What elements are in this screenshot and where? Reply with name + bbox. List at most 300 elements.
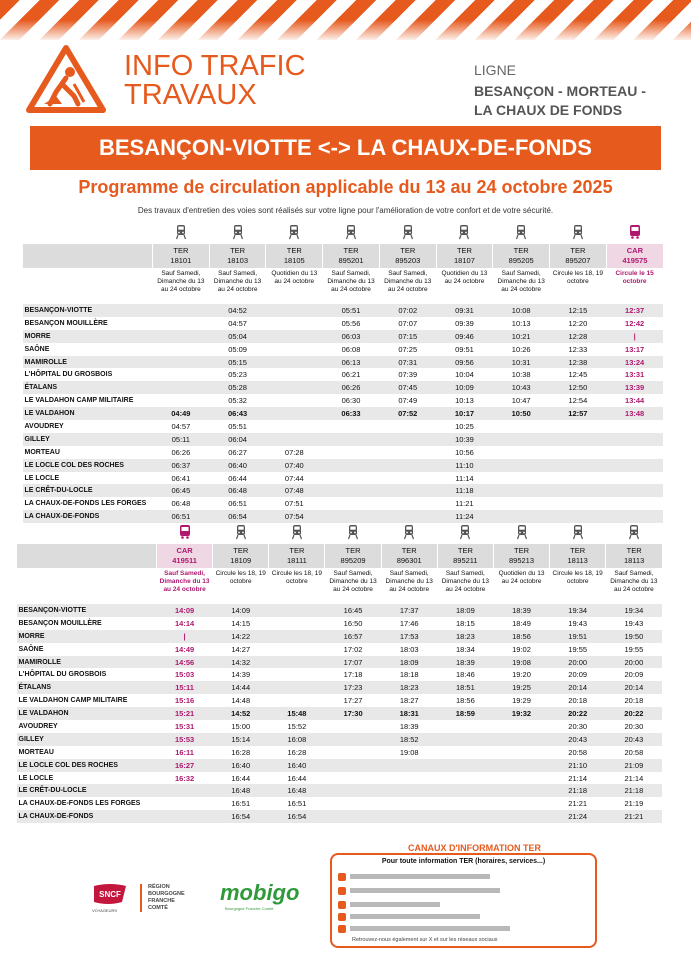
departure-time: 10:13 — [511, 318, 531, 328]
departure-time: 15:03 — [174, 670, 195, 680]
departure-time: 13:39 — [606, 381, 663, 394]
departure-time: 06:51 — [228, 499, 247, 509]
train-number: 18107 — [454, 256, 475, 265]
departure-time: 15:14 — [213, 733, 269, 746]
departure-time — [153, 304, 210, 317]
departure-time: 05:23 — [228, 370, 247, 380]
departure-time: 09:31 — [436, 304, 493, 317]
train-type: TER — [230, 246, 246, 255]
departure-time: 18:23 — [381, 681, 437, 694]
train-header — [550, 544, 606, 568]
station-name: L'HÔPITAL DU GROSBOIS — [18, 671, 107, 679]
train-number: 18105 — [283, 256, 305, 265]
departure-time: 16:28 — [287, 747, 307, 757]
departure-time: | — [606, 330, 663, 343]
train-number: 895207 — [565, 256, 591, 265]
departure-time — [606, 446, 663, 459]
departure-time: 09:56 — [436, 356, 493, 369]
train-icon — [153, 222, 210, 244]
departure-time: 07:48 — [266, 484, 323, 497]
table-row — [23, 420, 664, 433]
departure-time: 20:00 — [606, 656, 662, 669]
departure-time: 18:39 — [399, 721, 419, 731]
departure-time: 10:09 — [436, 381, 493, 394]
departure-time — [493, 733, 549, 746]
train-header — [325, 544, 381, 568]
departure-time — [493, 420, 550, 433]
departure-time: 06:21 — [341, 370, 361, 380]
internet-icon — [338, 873, 346, 881]
departure-time: 04:57 — [228, 318, 247, 328]
departure-time: 07:40 — [266, 459, 323, 472]
train-number: 419511 — [172, 556, 197, 565]
departure-time: 06:45 — [153, 484, 210, 497]
ligne-label: LIGNE — [474, 62, 517, 78]
departure-time: 06:48 — [171, 499, 191, 509]
departure-time — [550, 433, 607, 446]
departure-time: 14:32 — [213, 656, 269, 669]
train-type: TER — [626, 546, 642, 555]
departure-time: 18:52 — [381, 733, 437, 746]
train-header — [323, 244, 380, 268]
departure-time: 16:54 — [269, 810, 325, 823]
departure-time: 21:10 — [550, 759, 606, 772]
train-type: TER — [233, 546, 249, 555]
table-row — [17, 797, 663, 810]
departure-time — [266, 420, 323, 433]
departure-time: 06:54 — [209, 510, 266, 523]
station-name: LE VALDAHON — [23, 407, 153, 420]
departure-time — [493, 472, 550, 485]
departure-time: 16:08 — [269, 733, 325, 746]
departure-time: 18:18 — [399, 670, 419, 680]
departure-time — [269, 681, 325, 694]
train-icon — [381, 522, 437, 544]
works-subtitle: Des travaux d'entretien des voies sont réalisés sur votre ligne pour l'amélioration de votre confort et de votre sécurité. — [137, 206, 554, 215]
departure-time — [269, 694, 325, 707]
departure-time: 07:28 — [284, 447, 304, 457]
departure-time: 12:42 — [625, 318, 645, 328]
departure-time: 20:14 — [606, 681, 662, 694]
departure-time — [325, 759, 381, 772]
train-type: TER — [570, 546, 586, 555]
departure-time: 21:24 — [550, 810, 606, 823]
departure-time — [153, 343, 210, 356]
departure-time: 18:56 — [493, 630, 549, 643]
departure-time — [381, 797, 437, 810]
table-row — [23, 330, 664, 343]
departure-time: 12:54 — [568, 396, 588, 406]
departure-time — [493, 433, 550, 446]
departure-time — [493, 772, 549, 785]
train-header — [493, 244, 550, 268]
train-number: 18101 — [170, 256, 192, 265]
title-line-2: TRAVAUX — [124, 79, 257, 111]
train-number: 18113 — [567, 556, 588, 565]
header-blank — [17, 544, 157, 568]
train-icon — [550, 222, 607, 244]
sms-icon — [338, 901, 346, 909]
train-header — [269, 544, 325, 568]
departure-time: 18:59 — [437, 707, 493, 720]
title-line-1: INFO TRAFIC — [124, 50, 306, 82]
sncf-label: SNCF — [99, 890, 121, 899]
station-name: BESANÇON-VIOTTE — [17, 604, 157, 617]
departure-time — [381, 784, 437, 797]
train-header — [437, 544, 493, 568]
timetable-afternoon — [16, 522, 662, 823]
station-name: GILLEY — [23, 433, 153, 446]
departure-time — [379, 420, 436, 433]
departure-time: 07:15 — [379, 330, 436, 343]
departure-time: 19:08 — [493, 656, 549, 669]
train-icon — [209, 222, 266, 244]
departure-time: 07:51 — [284, 499, 304, 509]
departure-time — [323, 472, 380, 485]
station-name: LE VALDAHON CAMP MILITAIRE — [18, 697, 128, 705]
departure-time — [437, 784, 493, 797]
train-number: 419575 — [622, 256, 648, 265]
departure-time: 12:57 — [550, 407, 607, 420]
departure-time: 10:47 — [511, 396, 531, 406]
departure-time — [325, 797, 381, 810]
departure-time — [266, 433, 323, 446]
departure-time — [493, 746, 549, 759]
departure-time — [550, 446, 607, 459]
departure-time — [493, 497, 550, 510]
departure-time: 04:52 — [209, 304, 266, 317]
table-row — [23, 394, 664, 407]
departure-time: 14:56 — [157, 656, 213, 669]
departure-time: 10:43 — [493, 381, 550, 394]
departure-time: 16:40 — [213, 759, 269, 772]
departure-time — [153, 330, 210, 343]
departure-time: 11:21 — [455, 499, 474, 509]
departure-time: 14:09 — [157, 604, 213, 617]
departure-time: 10:38 — [511, 370, 531, 380]
service-condition: Sauf Samedi, Dimanche du 13 au 24 octobre — [610, 570, 658, 593]
departure-time: 10:56 — [455, 447, 474, 457]
table-row — [23, 433, 664, 446]
departure-time — [323, 420, 380, 433]
departure-time: 18:34 — [455, 644, 475, 654]
departure-time: 16:45 — [325, 604, 381, 617]
service-condition: Circule les 18, 19 octobre — [271, 570, 322, 585]
train-number: 895211 — [453, 556, 478, 565]
table-row — [17, 772, 663, 785]
departure-time — [266, 317, 323, 330]
departure-time: 11:18 — [436, 484, 493, 497]
departure-time — [153, 356, 210, 369]
canaux-foot: Retrouvez-nous également sur X et sur les réseaux sociaux — [352, 937, 498, 943]
departure-time: 12:33 — [568, 344, 588, 354]
train-number: 18109 — [230, 556, 252, 565]
departure-time — [325, 720, 381, 733]
departure-time — [493, 797, 549, 810]
departure-time: 18:39 — [493, 604, 549, 617]
departure-time — [325, 784, 381, 797]
departure-time — [323, 484, 380, 497]
departure-time — [493, 446, 550, 459]
departure-time: 06:08 — [341, 344, 361, 354]
departure-time — [437, 733, 493, 746]
departure-time — [153, 394, 210, 407]
region-logo — [148, 884, 185, 912]
departure-time — [323, 497, 380, 510]
train-number: 895201 — [338, 256, 364, 265]
departure-time — [266, 381, 323, 394]
departure-time — [379, 459, 436, 472]
departure-time: 06:48 — [209, 484, 266, 497]
station-name: LA CHAUX-DE-FONDS LES FORGES — [24, 500, 147, 508]
departure-time: 06:33 — [323, 407, 380, 420]
departure-time — [606, 472, 663, 485]
station-name: BESANÇON MOUILLÈRE — [18, 619, 102, 627]
departure-time: 18:49 — [512, 618, 531, 628]
departure-time — [606, 484, 663, 497]
departure-time: 16:27 — [157, 759, 213, 772]
departure-time: 21:09 — [606, 759, 662, 772]
departure-time: 17:23 — [325, 681, 381, 694]
table-row — [17, 784, 663, 797]
service-condition: Quotidien du 13 au 24 octobre — [498, 570, 545, 585]
train-header — [606, 544, 662, 568]
departure-time: 07:45 — [379, 381, 436, 394]
train-type: TER — [289, 546, 305, 555]
timetable-morning — [22, 222, 663, 523]
region-line-2: BOURGOGNE — [148, 891, 185, 897]
departure-time — [266, 356, 323, 369]
departure-time: 14:27 — [231, 644, 251, 654]
departure-time: 12:38 — [550, 356, 607, 369]
departure-time — [153, 368, 210, 381]
service-condition: Circule les 18, 19 octobre — [215, 570, 266, 585]
departure-time: 10:08 — [493, 304, 550, 317]
station-name: LA CHAUX-DE-FONDS LES FORGES — [18, 800, 141, 808]
departure-time: 11:10 — [436, 459, 493, 472]
departure-time: 19:34 — [606, 604, 662, 617]
departure-time: 21:21 — [568, 799, 588, 809]
departure-time — [325, 772, 381, 785]
service-condition: Quotidien du 13 au 24 octobre — [271, 270, 318, 285]
table-row — [23, 356, 664, 369]
departure-time: 05:56 — [341, 318, 361, 328]
departure-time: 18:09 — [437, 604, 493, 617]
departure-time: 10:04 — [455, 370, 474, 380]
train-type: CAR — [626, 246, 643, 255]
table-row — [17, 668, 663, 681]
departure-time: 16:51 — [287, 799, 307, 809]
departure-time: 16:48 — [213, 784, 269, 797]
departure-time: 06:26 — [323, 381, 380, 394]
canaux-title: CANAUX D'INFORMATION TER — [408, 843, 541, 853]
train-number: 18103 — [227, 256, 248, 265]
departure-time — [437, 810, 493, 823]
train-header — [606, 244, 663, 268]
table-row — [17, 694, 663, 707]
app-icon — [338, 913, 346, 921]
departure-time: 16:44 — [287, 773, 307, 783]
station-name: LE VALDAHON — [17, 707, 157, 720]
departure-time: 07:52 — [379, 407, 436, 420]
train-icon — [493, 222, 550, 244]
service-condition: Sauf Samedi, Dimanche du 13 au 24 octobre — [441, 570, 490, 593]
assist-icon — [338, 925, 346, 933]
info-channels-box — [330, 853, 597, 948]
departure-time: 17:27 — [343, 696, 363, 706]
table-row — [23, 381, 664, 394]
departure-time: 12:50 — [550, 381, 607, 394]
table-row — [23, 304, 664, 317]
train-icon — [213, 522, 269, 544]
departure-time — [323, 433, 380, 446]
departure-time: 19:55 — [624, 644, 644, 654]
departure-time: 06:51 — [153, 510, 210, 523]
station-name: LE CRÊT-DU-LOCLE — [23, 484, 153, 497]
departure-time: 07:44 — [284, 473, 304, 483]
station-name: LE CRÊT-DU-LOCLE — [17, 784, 157, 797]
train-header — [209, 244, 266, 268]
mobigo-sub: Bourgogne Franche-Comté — [225, 906, 274, 911]
departure-time: 18:03 — [399, 644, 419, 654]
departure-time: 20:22 — [550, 707, 606, 720]
train-header — [436, 244, 493, 268]
departure-time — [153, 317, 210, 330]
departure-time — [606, 420, 663, 433]
departure-time — [381, 759, 437, 772]
departure-time: 18:27 — [399, 696, 419, 706]
departure-time: 10:26 — [511, 344, 531, 354]
departure-time — [325, 810, 381, 823]
departure-time — [437, 720, 493, 733]
departure-time: 13:44 — [625, 396, 645, 406]
departure-time: 06:27 — [228, 447, 247, 457]
departure-time: 06:37 — [153, 459, 210, 472]
departure-time: 11:24 — [436, 510, 493, 523]
table-row — [17, 681, 663, 694]
train-number: 896301 — [396, 556, 422, 565]
departure-time: 14:48 — [231, 696, 251, 706]
train-header — [213, 544, 269, 568]
train-icon — [266, 222, 323, 244]
channel-line — [350, 902, 440, 907]
departure-time: 10:21 — [493, 330, 550, 343]
channel-line — [350, 926, 510, 931]
header-blank — [23, 244, 153, 268]
departure-time: 09:39 — [455, 318, 474, 328]
departure-time: 14:44 — [213, 681, 269, 694]
departure-time: 21:14 — [568, 773, 588, 783]
departure-time: 19:29 — [512, 696, 531, 706]
departure-time: 20:18 — [568, 696, 588, 706]
train-icon — [436, 222, 493, 244]
departure-time — [157, 797, 213, 810]
departure-time: 16:11 — [175, 747, 194, 757]
departure-time — [379, 484, 436, 497]
departure-time — [493, 810, 549, 823]
sncf-logo — [92, 882, 128, 906]
departure-time: 10:50 — [493, 407, 550, 420]
table-row — [17, 746, 663, 759]
departure-time: 16:57 — [325, 630, 381, 643]
departure-time: 05:04 — [209, 330, 266, 343]
station-name: MORTEAU — [18, 748, 54, 756]
departure-time — [266, 304, 323, 317]
station-name: LE VALDAHON CAMP MILITAIRE — [24, 397, 134, 405]
train-number: 895213 — [509, 556, 535, 565]
departure-time: 17:53 — [381, 630, 437, 643]
departure-time: 06:30 — [341, 396, 361, 406]
service-condition: Sauf Samedi, Dimanche du 13 au 24 octobre — [213, 270, 262, 293]
departure-time: 14:22 — [213, 630, 269, 643]
departure-time: 19:20 — [512, 670, 531, 680]
departure-time: 05:15 — [209, 356, 266, 369]
departure-time: 20:14 — [550, 681, 606, 694]
service-condition: Sauf Samedi, Dimanche du 13 au 24 octobre — [385, 570, 433, 593]
station-name: ÉTALANS — [17, 681, 157, 694]
roadworks-sign-icon — [26, 44, 106, 114]
departure-time: 09:46 — [436, 330, 493, 343]
departure-time: 05:28 — [209, 381, 266, 394]
departure-time: 15:53 — [157, 733, 213, 746]
departure-time: 13:17 — [625, 344, 645, 354]
departure-time: 05:51 — [323, 304, 380, 317]
ligne-value — [474, 82, 646, 120]
table-row — [23, 484, 664, 497]
departure-time: 13:24 — [606, 356, 663, 369]
channel-line — [350, 914, 480, 919]
departure-time: 15:48 — [269, 707, 325, 720]
departure-time — [493, 759, 549, 772]
train-type: TER — [173, 246, 189, 255]
departure-time: 05:51 — [228, 421, 247, 431]
departure-time: 19:51 — [550, 630, 606, 643]
departure-time — [606, 433, 663, 446]
service-condition: Circule les 18, 19 octobre — [552, 570, 603, 585]
departure-time — [381, 772, 437, 785]
station-name: LE LOCLE — [18, 774, 54, 782]
departure-time: 19:55 — [568, 644, 588, 654]
stripes-fade — [0, 20, 691, 42]
departure-time: 15:00 — [231, 721, 251, 731]
departure-time: 21:18 — [550, 784, 606, 797]
table-row — [23, 497, 664, 510]
departure-time: 16:40 — [269, 759, 325, 772]
train-icon — [437, 522, 493, 544]
station-name: AVOUDREY — [18, 722, 58, 730]
train-icon — [493, 522, 549, 544]
station-name: BESANÇON MOUILLÈRE — [24, 319, 108, 327]
departure-time — [379, 472, 436, 485]
departure-time: 14:09 — [213, 604, 269, 617]
departure-time: 16:32 — [174, 773, 195, 783]
bus-icon — [157, 522, 213, 544]
train-type: TER — [401, 546, 417, 555]
departure-time: 07:49 — [398, 396, 418, 406]
departure-time: 20:30 — [568, 721, 588, 731]
departure-time: 18:23 — [437, 630, 493, 643]
departure-time — [266, 368, 323, 381]
departure-time: 18:56 — [455, 696, 475, 706]
train-type: TER — [514, 546, 530, 555]
departure-time: 15:31 — [174, 721, 195, 731]
departure-time — [437, 746, 493, 759]
departure-time — [266, 343, 323, 356]
departure-time: 18:46 — [455, 670, 475, 680]
table-row — [23, 472, 664, 485]
departure-time — [550, 497, 607, 510]
page-title — [124, 52, 306, 110]
